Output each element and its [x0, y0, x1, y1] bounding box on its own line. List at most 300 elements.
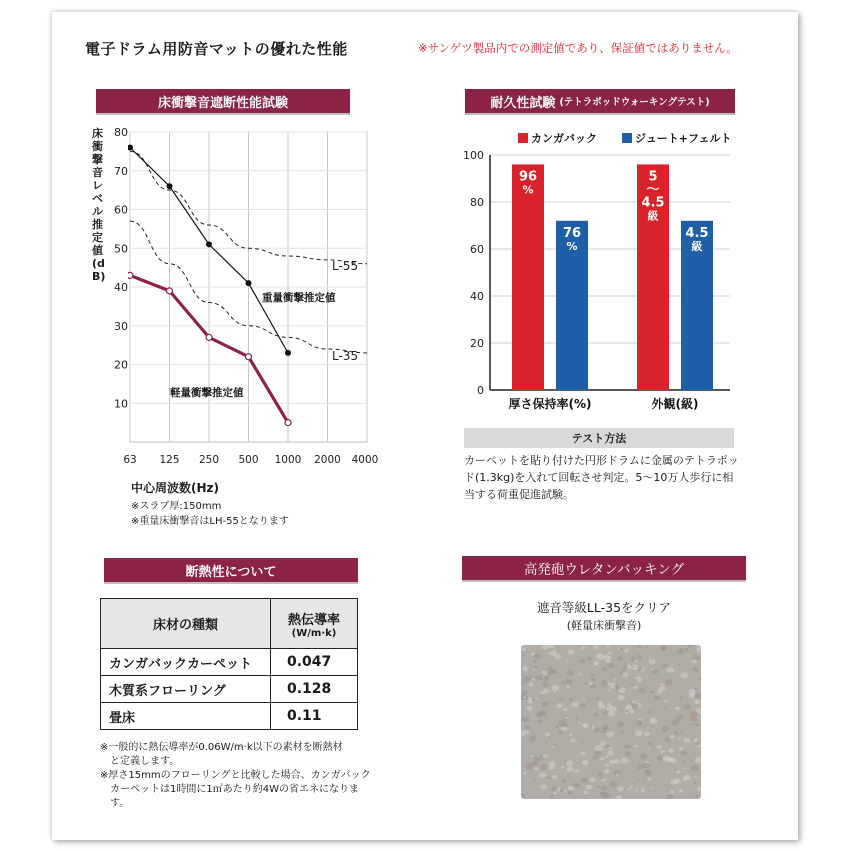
foam-speck: [586, 784, 593, 789]
foam-speck: [529, 736, 537, 742]
foam-speck: [628, 789, 631, 791]
foam-speck: [618, 688, 625, 693]
bar-data-label: %: [566, 239, 578, 253]
foam-speck: [646, 727, 649, 729]
foam-speck: [531, 761, 537, 766]
foam-speck: [523, 696, 526, 698]
foam-speck: [694, 776, 696, 778]
heavy-impact-point: [167, 183, 173, 189]
foam-speck: [678, 664, 681, 666]
foam-speck: [636, 789, 639, 791]
foam-speck: [680, 672, 688, 678]
line-chart-ytick-label: 70: [114, 164, 128, 178]
foam-speck: [681, 750, 688, 755]
foam-speck: [696, 645, 699, 647]
foam-speck: [625, 712, 628, 714]
foam-speck: [621, 758, 629, 764]
foam-speck: [534, 654, 541, 660]
foam-speck: [548, 736, 551, 738]
table-cell-material: 畳床: [101, 703, 271, 730]
foam-speck: [600, 729, 602, 731]
foam-speck: [623, 663, 627, 666]
foam-speck: [521, 648, 526, 652]
line-chart-ytick-label: 20: [114, 358, 128, 372]
line-chart-xtick-label: 500: [238, 454, 259, 466]
bar-chart-ytick-label: 20: [470, 337, 484, 350]
foam-speck: [532, 678, 535, 680]
line-chart-xtick-label: 2000: [314, 454, 341, 466]
foam-speck: [633, 686, 638, 690]
line-chart-xtick-label: 4000: [351, 454, 379, 466]
insulation-note-line: す。: [100, 798, 130, 809]
foam-speck: [539, 772, 546, 777]
foam-speck: [615, 789, 618, 791]
foam-speck: [600, 776, 605, 780]
durability-banner-label: 耐久性試験: [490, 95, 556, 111]
foam-speck: [566, 670, 573, 676]
foam-speck: [617, 722, 624, 727]
foam-speck: [649, 659, 656, 664]
line-chart-grid: [130, 132, 367, 442]
foam-speck: [522, 716, 529, 722]
foam-speck: [617, 786, 624, 791]
foam-speck: [594, 663, 598, 666]
foam-speck: [691, 760, 694, 762]
foam-speck: [602, 667, 607, 671]
foam-speck: [691, 765, 699, 771]
table-header-material: 床材の種類: [101, 599, 271, 649]
foam-speck: [639, 688, 646, 693]
legend-label: カンガバック: [531, 132, 597, 145]
foam-speck: [652, 788, 654, 790]
foam-speck: [534, 666, 537, 668]
foam-speck: [579, 673, 582, 675]
foam-speck: [614, 678, 617, 680]
foam-speck: [572, 663, 575, 665]
table-header-row: [101, 599, 358, 649]
foam-speck: [658, 756, 662, 759]
durability-banner-sub: (テトラポッドウォーキングテスト): [559, 97, 710, 108]
foam-speck: [542, 754, 548, 758]
foam-speck: [595, 750, 602, 755]
foam-speck: [557, 703, 563, 708]
insulation-note-line: と定義します。: [100, 756, 180, 767]
foam-speck: [629, 786, 632, 788]
heavy-impact-point: [246, 280, 252, 286]
foam-speck: [583, 724, 590, 729]
line-chart-ytick-label: 60: [114, 203, 128, 217]
foam-speck: [551, 685, 559, 691]
table-cell-value: 0.128: [271, 676, 358, 703]
foam-speck: [663, 751, 666, 753]
bar-category-label: 厚さ保持率(%): [508, 397, 592, 411]
line-chart-ylabel: 床衝撃音レベル推定値(dB): [92, 127, 106, 283]
foam-speck: [560, 789, 564, 792]
foam-speck: [661, 726, 669, 732]
foam-speck: [687, 654, 689, 656]
foam-speck: [601, 786, 607, 791]
foam-speck: [693, 738, 698, 742]
bar-data-label: 96: [518, 169, 538, 185]
foam-speck: [677, 707, 680, 709]
foam-speck: [552, 775, 557, 779]
foam-backing-photo: [521, 645, 701, 799]
foam-speck: [679, 648, 683, 651]
foam-speck: [533, 661, 536, 663]
foam-speck: [580, 703, 586, 707]
foam-speck: [607, 703, 611, 706]
heavy-impact-point: [127, 145, 133, 151]
foam-speck: [522, 666, 528, 671]
foam-speck: [540, 785, 547, 790]
foam-speck: [569, 734, 572, 736]
foam-speck: [598, 704, 605, 710]
foam-speck: [631, 659, 634, 661]
heat-conductivity-table: [100, 598, 358, 730]
foam-speck: [547, 645, 554, 648]
foam-speck: [598, 772, 603, 776]
line-chart-ytick-label: 10: [114, 397, 128, 411]
heavy-impact-label: 重量衝撃推定値: [262, 292, 336, 304]
foam-speck: [665, 679, 673, 685]
heavy-impact-point: [206, 241, 212, 247]
foam-speck: [624, 745, 629, 749]
foam-speck: [583, 698, 586, 700]
foam-speck: [532, 669, 535, 671]
foam-speck: [674, 779, 681, 784]
foam-speck: [629, 710, 634, 714]
foam-speck: [529, 683, 534, 687]
conductivity-header-label: 熱伝導率: [287, 612, 340, 628]
foam-speck: [607, 751, 614, 756]
foam-speck: [657, 745, 662, 749]
foam-speck: [566, 659, 568, 661]
foam-speck: [684, 648, 688, 651]
foam-speck: [540, 694, 543, 696]
foam-speck: [542, 645, 549, 650]
foam-speck: [664, 700, 667, 702]
light-impact-point: [285, 420, 291, 426]
line-chart-ytick-label: 30: [114, 319, 128, 333]
light-impact-label: 軽量衝撃推定値: [170, 387, 244, 399]
foam-speck: [614, 684, 619, 688]
foam-speck: [683, 738, 690, 743]
table-cell-value: 0.047: [271, 649, 358, 676]
bar-chart-categories: [509, 396, 699, 411]
page-title: 電子ドラム用防音マットの優れた性能: [85, 40, 348, 58]
foam-speck: [697, 787, 701, 791]
foam-speck: [605, 764, 609, 767]
foam-speck: [617, 656, 623, 661]
foam-speck: [668, 764, 670, 766]
foam-speck: [606, 731, 614, 737]
table-row: [101, 676, 358, 703]
foam-speck: [561, 726, 567, 731]
insulation-note-line: カーペットは1時間に1㎡あたり約4Wの省エネになりま: [100, 784, 359, 795]
foam-speck: [571, 702, 579, 708]
foam-speck: [582, 646, 586, 649]
foam-speck: [573, 676, 575, 678]
table-row: [101, 703, 358, 730]
foam-speck: [526, 706, 532, 711]
table-row: [101, 649, 358, 676]
foam-speck: [617, 648, 620, 650]
foam-speck: [565, 679, 572, 684]
foam-speck: [521, 793, 525, 798]
foam-speck: [665, 738, 670, 742]
foam-speck: [674, 768, 677, 770]
foam-speck: [694, 781, 698, 784]
foam-speck: [600, 757, 604, 760]
foam-speck: [601, 681, 608, 686]
foam-speck: [564, 760, 567, 762]
table-cell-value: 0.11: [271, 703, 358, 730]
foam-speck: [639, 753, 647, 759]
foam-speck: [524, 726, 530, 731]
foam-speck: [695, 757, 701, 763]
foam-speck: [607, 663, 615, 669]
foam-speck: [616, 774, 620, 777]
line-chart-xticks: [123, 454, 378, 466]
foam-speck: [560, 698, 563, 701]
foam-speck: [647, 778, 651, 781]
foam-speck: [562, 766, 565, 768]
foam-speck: [593, 645, 599, 649]
foam-speck: [679, 747, 683, 750]
bar-data-label: 〜: [646, 182, 660, 198]
foam-texture: [521, 645, 701, 799]
bar-chart-ytick-label: 80: [470, 196, 484, 209]
foam-speck: [552, 786, 558, 791]
heavy-impact-note: ※重量床衝撃音はLH-55となります: [131, 516, 289, 527]
foam-speck: [674, 731, 678, 734]
foam-speck: [521, 674, 523, 676]
foam-speck: [568, 650, 575, 655]
foam-speck: [606, 645, 609, 647]
bar-data-label: 級: [691, 239, 703, 253]
foam-speck: [638, 645, 643, 647]
foam-speck: [566, 685, 570, 688]
foam-speck: [684, 704, 691, 710]
foam-speck: [596, 653, 604, 659]
foam-speck: [577, 785, 580, 788]
foam-speck: [579, 648, 581, 650]
foam-speck: [580, 751, 586, 755]
foam-speck: [663, 757, 665, 759]
foam-speck: [573, 798, 575, 799]
foam-speck: [581, 778, 588, 783]
foam-speck: [575, 769, 580, 773]
light-impact-point: [246, 354, 252, 360]
table-cell-material: カンガバックカーペット: [101, 649, 271, 676]
foam-speck: [587, 657, 592, 661]
foam-speck: [693, 667, 699, 671]
foam-speck: [641, 787, 644, 789]
foam-speck: [660, 683, 663, 685]
foam-speck: [522, 690, 528, 695]
foam-speck: [644, 770, 652, 776]
foam-speck: [667, 667, 675, 673]
foam-speck: [549, 795, 554, 799]
foam-speck: [543, 682, 549, 687]
foam-speck: [545, 732, 550, 736]
bar-data-label: 4.5: [641, 195, 665, 211]
foam-speck: [579, 659, 585, 664]
insulation-banner-label: 断熱性について: [185, 564, 277, 580]
foam-speck: [641, 789, 645, 792]
line-chart-yticks: [114, 126, 128, 410]
foam-speck: [698, 677, 701, 681]
foam-speck: [539, 711, 544, 715]
foam-speck: [676, 717, 682, 721]
bar-category-label: 外観(級): [651, 397, 699, 411]
bar: [512, 164, 544, 390]
foam-speck: [606, 706, 611, 710]
foam-speck: [553, 792, 557, 795]
bar-chart-ytick-label: 100: [463, 149, 484, 162]
insulation-note-line: ※厚さ15mmのフローリングと比較した場合、カンガバック: [100, 770, 371, 781]
foam-speck: [637, 720, 643, 725]
foam-speck: [575, 716, 579, 719]
foam-speck: [603, 793, 611, 799]
foam-speck: [631, 666, 633, 668]
foam-speck: [597, 654, 600, 656]
insulation-notes: [100, 741, 400, 811]
foam-speck: [554, 654, 561, 660]
foam-speck: [605, 755, 609, 758]
foam-speck: [695, 723, 699, 726]
foam-speck: [647, 711, 651, 714]
foam-speck: [629, 746, 632, 748]
foam-speck: [592, 678, 597, 681]
foam-speck: [555, 725, 559, 728]
line-chart-ytick-label: 50: [114, 242, 128, 256]
test-method-text: カーペットを貼り付けた円形ドラムに金属のテトラポッド(1.3kg)を入れて回転させ判定。5〜10万人歩行に相当する荷重促進試験。: [464, 454, 739, 501]
bar-chart-ytick-label: 40: [470, 290, 484, 303]
foam-speck: [679, 697, 683, 700]
foam-speck: [623, 731, 625, 733]
bar-chart-ytick-label: 0: [477, 384, 484, 397]
foam-speck: [625, 752, 631, 756]
foam-speck: [618, 695, 625, 700]
foam-speck: [695, 688, 698, 690]
foam-speck: [568, 791, 573, 795]
foam-speck: [547, 669, 555, 675]
foam-speck: [683, 760, 686, 762]
durability-test-banner: [465, 89, 735, 113]
foam-speck: [694, 699, 701, 704]
line-chart-xlabel: 中心周波数(Hz): [131, 481, 219, 495]
foam-speck: [664, 664, 668, 667]
foam-speck: [650, 691, 654, 694]
foam-speck: [534, 780, 537, 782]
foam-speck: [631, 678, 638, 683]
foam-speck: [648, 742, 652, 745]
bar-data-label: 5: [648, 169, 658, 185]
foam-speck: [634, 745, 637, 748]
bar-data-label: 4.5: [685, 225, 709, 241]
foam-speck: [664, 707, 667, 709]
foam-speck: [535, 697, 538, 699]
foam-speck: [543, 688, 549, 693]
foam-speck: [620, 731, 623, 733]
foam-speck: [637, 764, 644, 769]
foam-speck: [544, 675, 549, 679]
foam-speck: [546, 779, 549, 781]
legend-swatch: [518, 133, 528, 143]
foam-speck: [670, 790, 675, 794]
light-impact-point: [206, 334, 212, 340]
foam-speck: [582, 760, 589, 765]
foam-speck: [553, 691, 555, 693]
foam-speck: [553, 765, 555, 767]
foam-speck: [657, 689, 663, 693]
foam-speck: [660, 750, 663, 753]
foam-speck: [633, 701, 637, 704]
foam-speck: [645, 770, 648, 772]
foam-speck: [676, 770, 680, 773]
bar-data-label: %: [522, 183, 534, 197]
foam-speck: [523, 676, 531, 682]
foam-speck: [567, 766, 574, 771]
line-chart-xtick-label: 125: [159, 454, 180, 466]
legend-swatch: [622, 133, 632, 143]
heavy-impact-point: [285, 350, 291, 356]
foam-speck: [589, 777, 596, 782]
foam-speck: [688, 693, 694, 698]
foam-speck: [603, 711, 607, 714]
foam-speck: [660, 645, 667, 650]
foam-speck: [603, 655, 611, 661]
foam-rating-sub: (軽量床衝撃音): [566, 619, 642, 632]
foam-speck: [608, 689, 610, 691]
disclaimer-note: ※サンゲツ製品内での測定値であり、保証値ではありません。: [418, 41, 738, 55]
foam-speck: [584, 682, 588, 685]
bar-chart-bars: [512, 164, 713, 390]
foam-speck: [594, 713, 598, 716]
line-chart-xtick-label: 1000: [274, 454, 302, 466]
foam-speck: [534, 767, 538, 770]
foam-speck: [638, 778, 641, 781]
foam-speck: [650, 718, 658, 724]
table-header-conductivity: [271, 599, 358, 649]
foam-speck: [570, 738, 575, 742]
foam-speck: [635, 660, 638, 662]
foam-speck: [582, 741, 585, 743]
foam-speck: [644, 731, 650, 735]
bar-data-label: 76: [562, 225, 582, 241]
bar-data-label: 級: [647, 209, 659, 223]
foam-speck: [649, 657, 651, 659]
foam-rating: 遮音等級LL-35をクリア: [536, 600, 672, 615]
foam-speck: [695, 695, 697, 697]
foam-speck: [599, 722, 602, 724]
test-method-title: テスト方法: [464, 428, 734, 448]
foam-speck: [569, 698, 573, 701]
foam-speck: [596, 697, 599, 699]
line-chart-series: [127, 145, 367, 426]
table-cell-material: 木質系フローリング: [101, 676, 271, 703]
sound-line-chart: [88, 122, 388, 467]
foam-speck: [668, 748, 674, 753]
conductivity-header-unit: (W/m·k): [291, 627, 337, 639]
foam-speck: [583, 791, 587, 794]
sound-test-banner-label: 床衝撃音遮断性能試験: [157, 95, 288, 111]
insulation-banner: [104, 558, 358, 582]
legend-label: ジュート+フェルト: [635, 132, 732, 145]
foam-speck: [561, 681, 565, 684]
foam-speck: [631, 703, 638, 709]
